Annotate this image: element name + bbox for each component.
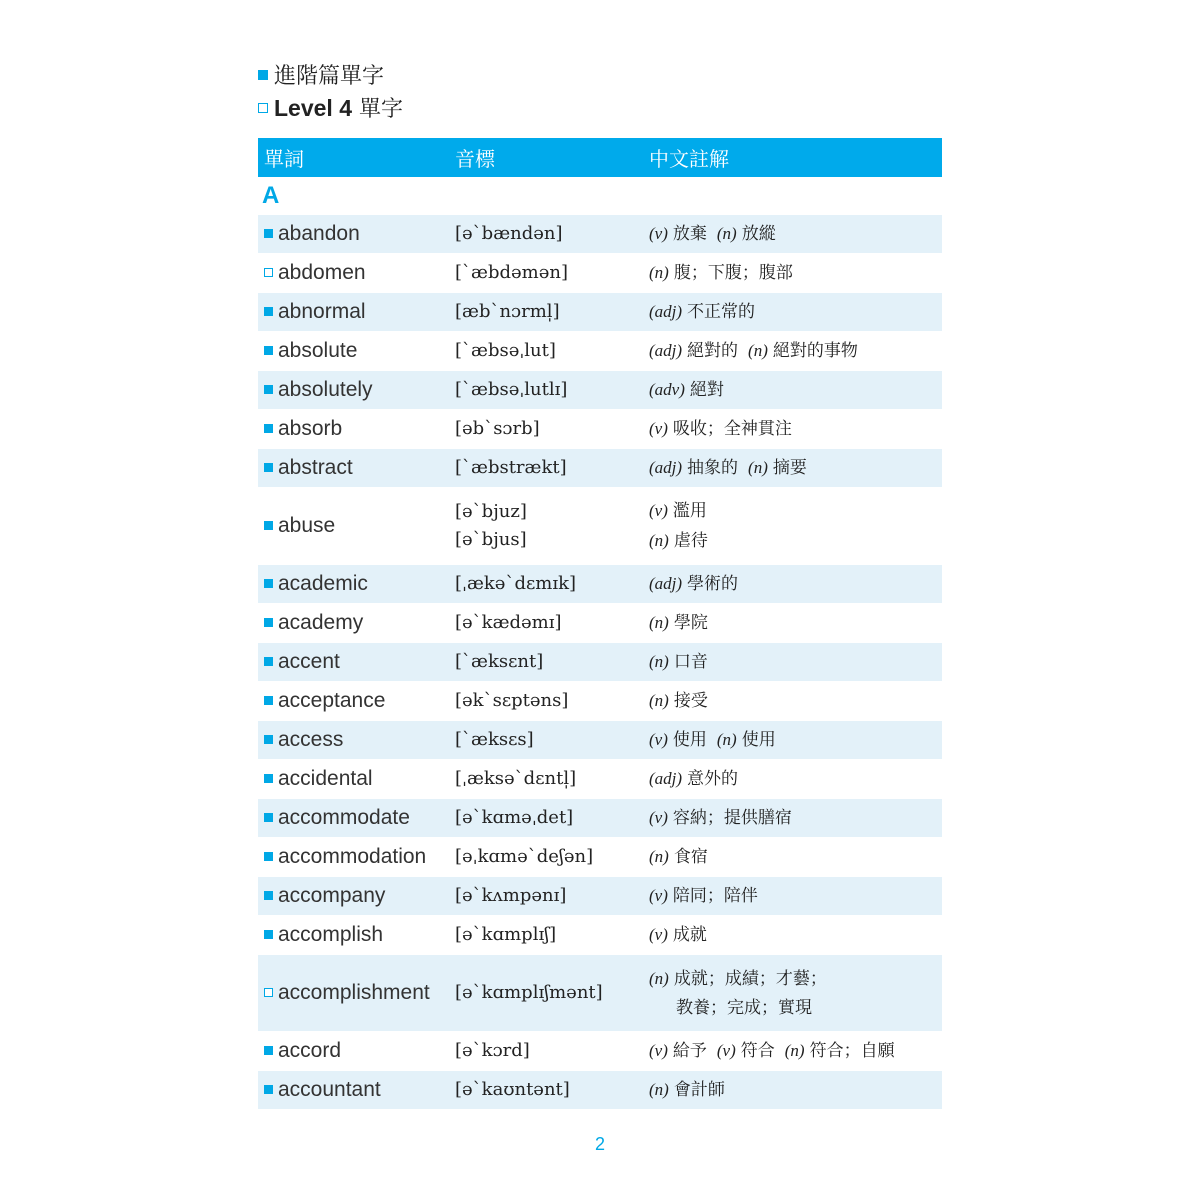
filled-square-icon	[264, 463, 273, 472]
meaning-text: 濫用	[672, 501, 707, 521]
phonetic-text: [ə`bjuz]	[455, 501, 527, 522]
definition-cell	[649, 964, 942, 1023]
table-row	[258, 371, 942, 409]
definition-cell	[649, 725, 942, 755]
table-row	[258, 838, 942, 876]
phonetic-text: [`æbdəmən]	[455, 262, 568, 283]
phonetic-text: [`æksɛs]	[455, 729, 534, 750]
word-text: absorb	[278, 417, 343, 440]
phonetic-cell	[455, 1037, 649, 1065]
phonetic-cell	[455, 298, 649, 326]
meaning-text: 符合	[740, 1041, 775, 1061]
definition-line	[649, 994, 942, 1023]
table-row	[258, 721, 942, 759]
part-of-speech: (n)	[716, 224, 737, 243]
phonetic-cell	[455, 843, 649, 871]
meaning-text: 會計師	[673, 1080, 725, 1100]
definition-cell	[649, 842, 942, 872]
phonetic-cell	[455, 979, 649, 1007]
meaning-text: 陪同；陪伴	[672, 886, 758, 906]
hollow-square-icon	[264, 268, 273, 277]
word-text: accommodate	[278, 806, 410, 829]
word-cell	[258, 417, 455, 441]
filled-square-icon	[264, 346, 273, 355]
definition-line	[649, 1036, 942, 1066]
definition-line	[649, 258, 942, 288]
word-cell	[258, 650, 455, 674]
phonetic-text: [ə`kɑməˌdet]	[455, 807, 574, 828]
page-number: 2	[594, 1134, 605, 1154]
part-of-speech: (v)	[716, 1041, 736, 1060]
meaning-text: 吸收；全神貫注	[672, 419, 792, 439]
legend-advanced-label: 進階篇單字	[274, 64, 385, 89]
table-row	[258, 877, 942, 915]
part-of-speech: (v)	[649, 925, 668, 944]
meaning-text: 絕對的事物	[772, 341, 858, 361]
part-of-speech: (adv)	[649, 380, 685, 399]
table-row	[258, 955, 942, 1031]
definition-line	[649, 526, 942, 556]
phonetic-text: [`æksɛnt]	[455, 651, 544, 672]
word-text: accomplishment	[278, 981, 430, 1004]
meaning-text: 放縱	[741, 224, 776, 244]
filled-square-icon	[264, 774, 273, 783]
part-of-speech: (v)	[649, 808, 668, 827]
table-row	[258, 565, 942, 603]
phonetic-text: [`æbsəˌlutlɪ]	[455, 379, 568, 400]
part-of-speech: (n)	[784, 1041, 805, 1060]
filled-square-icon	[258, 70, 268, 80]
part-of-speech: (adj)	[649, 341, 683, 360]
phonetic-cell	[455, 220, 649, 248]
part-of-speech: (v)	[649, 886, 668, 905]
definition-line	[649, 496, 942, 526]
part-of-speech: (n)	[649, 531, 669, 550]
meaning-text: 絕對	[689, 380, 724, 400]
table-row	[258, 916, 942, 954]
definition-cell	[649, 608, 942, 638]
meaning-text: 學術的	[687, 574, 739, 594]
word-cell	[258, 572, 455, 596]
definition-line	[649, 725, 942, 755]
filled-square-icon	[264, 813, 273, 822]
meaning-text: 口音	[673, 652, 708, 672]
filled-square-icon	[264, 657, 273, 666]
phonetic-cell	[455, 259, 649, 287]
filled-square-icon	[264, 696, 273, 705]
part-of-speech: (v)	[649, 501, 668, 520]
part-of-speech: (v)	[649, 224, 668, 243]
header-phonetic: 音標	[455, 147, 495, 171]
word-text: accidental	[278, 767, 373, 790]
table-body	[258, 215, 942, 1109]
header-definition: 中文註解	[649, 147, 729, 171]
meaning-text: 放棄	[672, 224, 707, 244]
part-of-speech: (n)	[649, 613, 669, 632]
definition-cell	[649, 496, 942, 556]
word-cell	[258, 806, 455, 830]
phonetic-text: [ˌæksə`dɛntl̩]	[455, 768, 577, 789]
table-row	[258, 293, 942, 331]
word-text: abnormal	[278, 300, 366, 323]
word-cell	[258, 728, 455, 752]
part-of-speech: (n)	[748, 341, 768, 360]
phonetic-cell	[455, 570, 649, 598]
word-text: access	[278, 728, 344, 751]
definition-cell	[649, 414, 942, 444]
word-cell	[258, 1078, 455, 1102]
part-of-speech: (n)	[748, 458, 768, 477]
table-header	[258, 138, 942, 177]
word-text: absolute	[278, 339, 358, 362]
part-of-speech: (n)	[649, 1080, 669, 1099]
filled-square-icon	[264, 385, 273, 394]
definition-line	[649, 920, 942, 950]
word-text: abuse	[278, 514, 336, 537]
definition-line	[649, 842, 942, 872]
filled-square-icon	[264, 521, 273, 530]
definition-line	[649, 881, 942, 911]
phonetic-text: [ə`kaʊntənt]	[455, 1079, 570, 1100]
word-text: accomplish	[278, 923, 384, 946]
table-row	[258, 760, 942, 798]
phonetic-cell	[455, 1076, 649, 1104]
meaning-text: 容納；提供膳宿	[672, 808, 792, 828]
definition-cell	[649, 569, 942, 599]
meaning-text: 食宿	[673, 847, 708, 867]
word-cell	[258, 456, 455, 480]
table-row	[258, 332, 942, 370]
filled-square-icon	[264, 735, 273, 744]
word-text: abandon	[278, 222, 360, 245]
phonetic-cell	[455, 454, 649, 482]
definition-line	[649, 414, 942, 444]
definition-line	[649, 336, 942, 366]
definition-line	[649, 297, 942, 327]
table-row	[258, 254, 942, 292]
word-cell	[258, 611, 455, 635]
word-cell	[258, 514, 455, 538]
table-row	[258, 1071, 942, 1109]
phonetic-cell	[455, 726, 649, 754]
word-text: abstract	[278, 456, 353, 479]
phonetic-text: [ˌækə`dɛmɪk]	[455, 573, 577, 594]
word-text: absolutely	[278, 378, 373, 401]
phonetic-cell	[455, 415, 649, 443]
definition-cell	[649, 764, 942, 794]
word-cell	[258, 689, 455, 713]
definition-line	[649, 647, 942, 677]
phonetic-text: [`æbsəˌlut]	[455, 340, 556, 361]
filled-square-icon	[264, 852, 273, 861]
meaning-text: 給予	[672, 1041, 707, 1061]
part-of-speech: (n)	[716, 730, 737, 749]
phonetic-cell	[455, 765, 649, 793]
word-cell	[258, 923, 455, 947]
phonetic-cell	[455, 609, 649, 637]
definition-cell	[649, 336, 942, 366]
word-text: acceptance	[278, 689, 386, 712]
meaning-text: 絕對的	[687, 341, 739, 361]
part-of-speech: (v)	[649, 419, 668, 438]
header-word: 單詞	[264, 147, 304, 171]
word-cell	[258, 222, 455, 246]
word-text: accord	[278, 1039, 342, 1062]
part-of-speech: (n)	[649, 652, 669, 671]
phonetic-text: [ə`bjus]	[455, 529, 527, 550]
word-text: abdomen	[278, 261, 366, 284]
meaning-text: 學院	[673, 613, 708, 633]
word-text: accommodation	[278, 845, 427, 868]
phonetic-cell	[455, 498, 649, 554]
phonetic-text: [ə`kædəmɪ]	[455, 612, 562, 633]
definition-cell	[649, 258, 942, 288]
part-of-speech: (adj)	[649, 574, 683, 593]
part-of-speech: (adj)	[649, 458, 683, 477]
table-row	[258, 604, 942, 642]
legend-advanced	[258, 62, 384, 92]
phonetic-cell	[455, 376, 649, 404]
table-row	[258, 410, 942, 448]
table-row	[258, 643, 942, 681]
word-cell	[258, 1039, 455, 1063]
meaning-text: 成就	[672, 925, 707, 945]
table-row	[258, 488, 942, 564]
definition-line	[649, 608, 942, 638]
definition-cell	[649, 686, 942, 716]
phonetic-cell	[455, 337, 649, 365]
part-of-speech: (n)	[649, 968, 669, 988]
word-cell	[258, 767, 455, 791]
phonetic-text: [ə`kɑmplɪʃ]	[455, 924, 557, 945]
table-row	[258, 799, 942, 837]
word-cell	[258, 261, 455, 285]
filled-square-icon	[264, 307, 273, 316]
meaning-text: 符合；自願	[809, 1041, 895, 1061]
filled-square-icon	[264, 579, 273, 588]
phonetic-text: [əb`sɔrb]	[455, 418, 540, 439]
filled-square-icon	[264, 229, 273, 238]
definition-cell	[649, 647, 942, 677]
phonetic-text: [ə`bændən]	[455, 223, 563, 244]
phonetic-cell	[455, 687, 649, 715]
legend-level-suffix: 單字	[352, 97, 403, 122]
phonetic-text: [æb`nɔrml̩]	[455, 301, 560, 322]
phonetic-cell	[455, 648, 649, 676]
definition-cell	[649, 219, 942, 249]
table-row	[258, 682, 942, 720]
definition-line	[649, 964, 942, 994]
part-of-speech: (n)	[649, 263, 669, 282]
word-cell	[258, 884, 455, 908]
meaning-text: 抽象的	[687, 458, 739, 478]
definition-cell	[649, 297, 942, 327]
part-of-speech: (adj)	[649, 302, 683, 321]
definition-cell	[649, 375, 942, 405]
definition-line	[649, 569, 942, 599]
meaning-text: 不正常的	[687, 302, 756, 322]
meaning-text: 意外的	[687, 769, 739, 789]
table-row	[258, 215, 942, 253]
meaning-text: 虐待	[673, 531, 708, 551]
filled-square-icon	[264, 618, 273, 627]
word-cell	[258, 981, 455, 1005]
definition-line	[649, 1075, 942, 1105]
phonetic-text: [ə`kʌmpənɪ]	[455, 885, 567, 906]
part-of-speech: (v)	[649, 730, 668, 749]
part-of-speech: (n)	[649, 691, 669, 710]
phonetic-text: [ə`kɑmplɪʃmənt]	[455, 982, 603, 1003]
word-text: accompany	[278, 884, 386, 907]
word-cell	[258, 339, 455, 363]
word-cell	[258, 378, 455, 402]
definition-cell	[649, 1075, 942, 1105]
part-of-speech: (v)	[649, 1041, 668, 1060]
legend-level-label: Level 4	[274, 95, 352, 121]
phonetic-text: [`æbstrækt]	[455, 457, 567, 478]
table-row	[258, 1032, 942, 1070]
definition-line	[649, 764, 942, 794]
word-text: accent	[278, 650, 340, 673]
meaning-text: 使用	[672, 730, 707, 750]
filled-square-icon	[264, 891, 273, 900]
filled-square-icon	[264, 424, 273, 433]
definition-line	[649, 219, 942, 249]
definition-line	[649, 453, 942, 483]
word-text: academy	[278, 611, 364, 634]
filled-square-icon	[264, 930, 273, 939]
phonetic-text: [ək`sɛptəns]	[455, 690, 569, 711]
phonetic-cell	[455, 804, 649, 832]
filled-square-icon	[264, 1046, 273, 1055]
meaning-text: 教養；完成；實現	[676, 997, 812, 1018]
definition-cell	[649, 881, 942, 911]
word-cell	[258, 300, 455, 324]
word-text: academic	[278, 572, 368, 595]
word-cell	[258, 845, 455, 869]
legend-level4	[258, 93, 403, 125]
section-letter: A	[262, 182, 280, 209]
filled-square-icon	[264, 1085, 273, 1094]
phonetic-text: [əˌkɑmə`deʃən]	[455, 846, 594, 867]
table-row	[258, 449, 942, 487]
part-of-speech: (n)	[649, 847, 669, 866]
word-text: accountant	[278, 1078, 381, 1101]
definition-cell	[649, 453, 942, 483]
phonetic-text: [ə`kɔrd]	[455, 1040, 530, 1061]
definition-line	[649, 803, 942, 833]
meaning-text: 腹；下腹；腹部	[673, 263, 793, 283]
meaning-text: 接受	[673, 691, 708, 711]
definition-line	[649, 375, 942, 405]
definition-cell	[649, 920, 942, 950]
hollow-square-icon	[264, 988, 273, 997]
meaning-text: 摘要	[772, 458, 807, 478]
meaning-text: 成就；成績；才藝；	[673, 968, 827, 989]
part-of-speech: (adj)	[649, 769, 683, 788]
definition-line	[649, 686, 942, 716]
meaning-text: 使用	[741, 730, 776, 750]
hollow-square-icon	[258, 103, 268, 113]
definition-cell	[649, 803, 942, 833]
phonetic-cell	[455, 882, 649, 910]
phonetic-cell	[455, 921, 649, 949]
definition-cell	[649, 1036, 942, 1066]
vocabulary-table	[258, 138, 942, 1110]
